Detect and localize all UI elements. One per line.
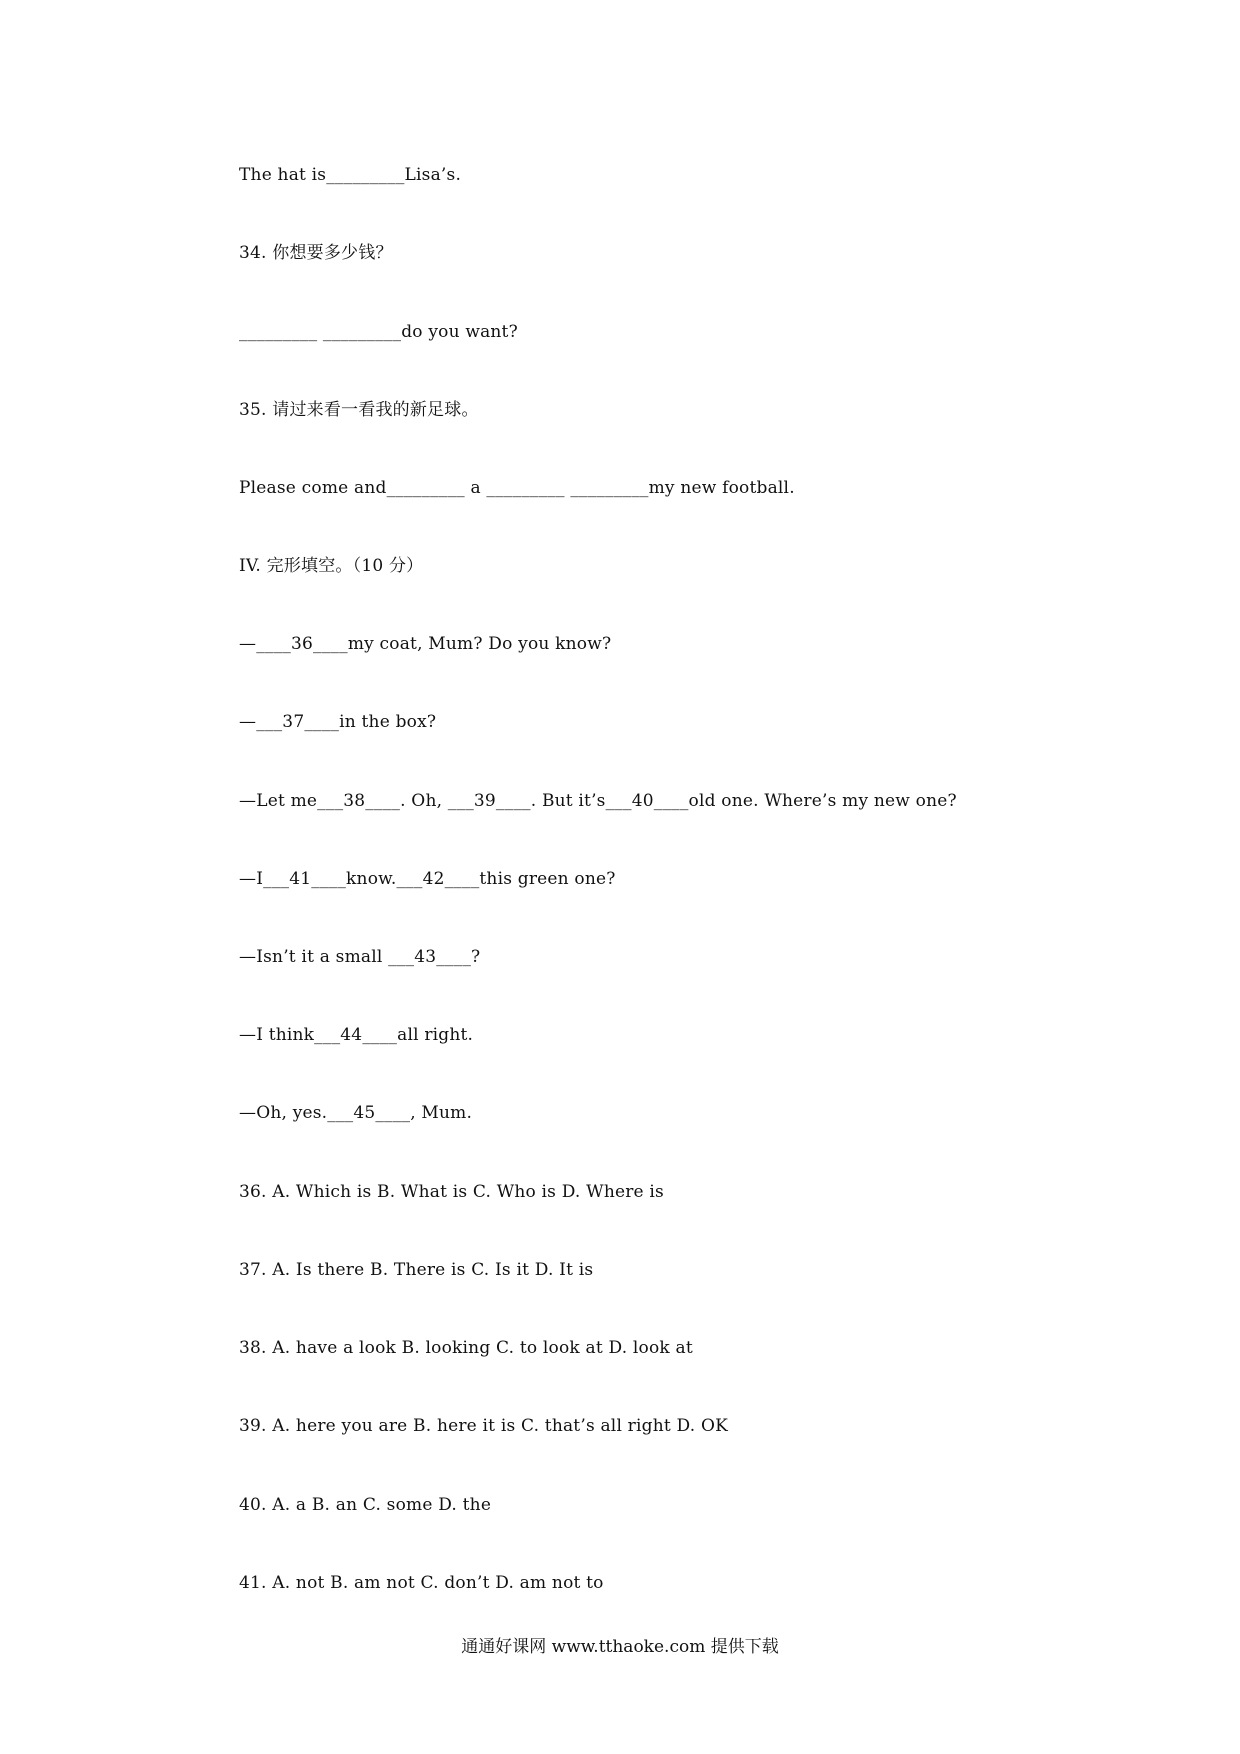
dialogue-line: —Oh, yes.___45____, Mum. <box>239 1103 473 1123</box>
option-line-37: 37. A. Is there B. There is C. Is it D. It is <box>239 1260 594 1280</box>
dialogue-line: —Let me___38____. Oh, ___39____. But it’s___40____old one. Where’s my new one? <box>239 791 957 811</box>
option-line-41: 41. A. not B. am not C. don’t D. am not to <box>239 1573 604 1593</box>
dialogue-line: —I___41____know.___42____this green one? <box>239 869 616 889</box>
dialogue-line: —___37____in the box? <box>239 712 437 732</box>
answer-line-33: The hat is_________Lisa’s. <box>239 165 462 185</box>
section-heading-cloze: IV. 完形填空。（10 分） <box>239 556 424 576</box>
option-line-36: 36. A. Which is B. What is C. Who is D. Where is <box>239 1182 664 1202</box>
dialogue-line: —____36____my coat, Mum? Do you know? <box>239 634 612 654</box>
option-line-39: 39. A. here you are B. here it is C. that’s all right D. OK <box>239 1416 728 1436</box>
option-line-38: 38. A. have a look B. looking C. to look at D. look at <box>239 1338 693 1358</box>
option-line-40: 40. A. a B. an C. some D. the <box>239 1495 492 1515</box>
question-35-prompt: 35. 请过来看一看我的新足球。 <box>239 400 479 420</box>
answer-line-35: Please come and_________ a _________ _________my new football. <box>239 478 795 498</box>
page-footer: 通通好课网 www.tthaoke.com 提供下载 <box>461 1637 779 1657</box>
dialogue-line: —I think___44____all right. <box>239 1025 474 1045</box>
answer-line-34: _________ _________do you want? <box>239 322 518 342</box>
dialogue-line: —Isn’t it a small ___43____? <box>239 947 481 967</box>
question-34-prompt: 34. 你想要多少钱？ <box>239 243 393 263</box>
